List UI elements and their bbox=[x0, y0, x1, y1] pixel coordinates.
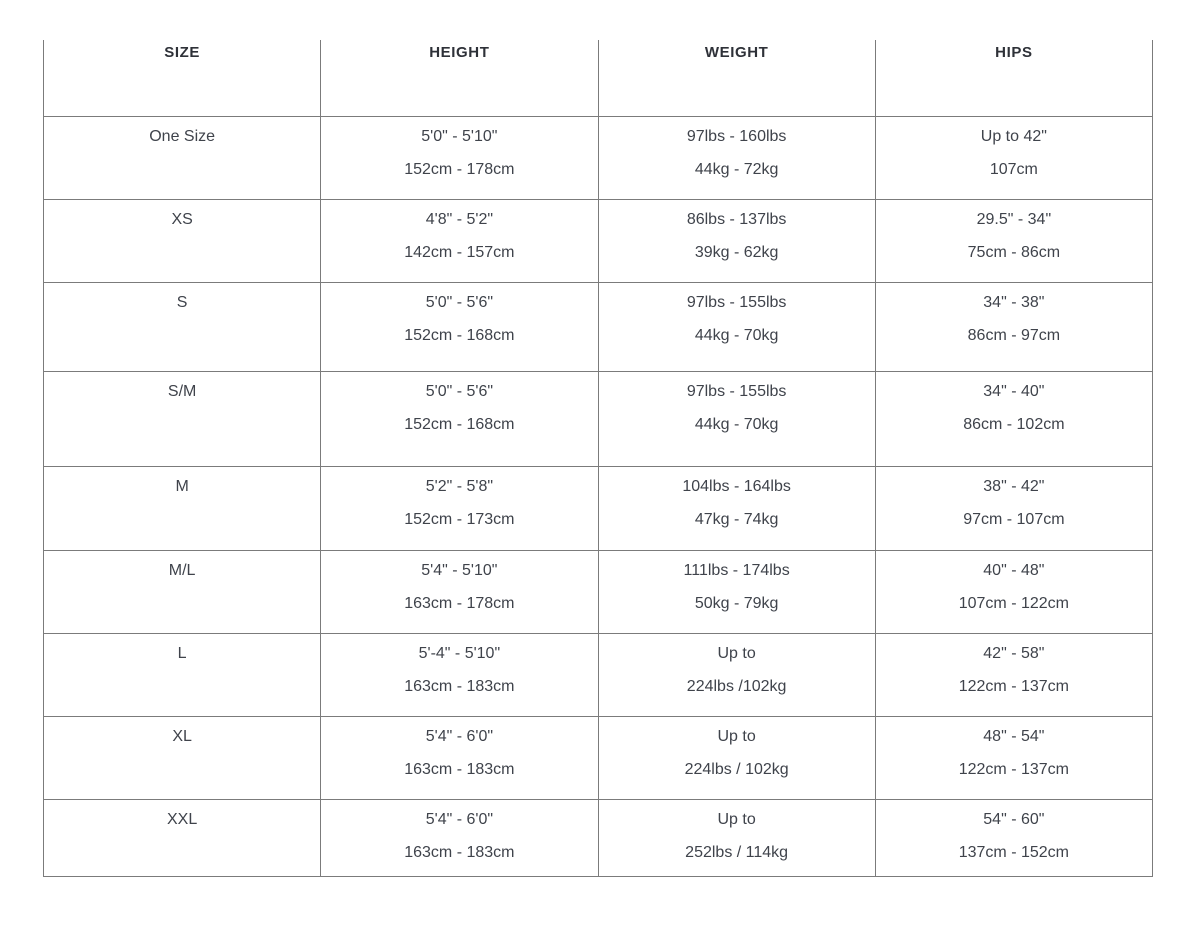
weight-imperial: Up to bbox=[717, 810, 756, 828]
hips-metric: 75cm - 86cm bbox=[967, 243, 1061, 261]
cell-hips bbox=[875, 116, 1152, 199]
size-label: M/L bbox=[168, 561, 196, 579]
height-imperial: 5'2" - 5'8" bbox=[425, 477, 494, 495]
weight-imperial: 86lbs - 137lbs bbox=[686, 210, 787, 228]
hips-metric: 86cm - 97cm bbox=[967, 326, 1061, 344]
cell-hips bbox=[875, 466, 1152, 550]
cell-weight bbox=[598, 371, 875, 466]
size-label: XL bbox=[172, 727, 192, 745]
column-header-weight: WEIGHT bbox=[598, 40, 875, 116]
height-metric: 152cm - 173cm bbox=[404, 510, 515, 528]
table-row-xs bbox=[44, 199, 1153, 282]
cell-hips bbox=[875, 282, 1152, 371]
hips-metric: 122cm - 137cm bbox=[958, 760, 1069, 778]
weight-metric: 50kg - 79kg bbox=[694, 594, 779, 612]
weight-metric: 47kg - 74kg bbox=[694, 510, 779, 528]
weight-imperial: 97lbs - 155lbs bbox=[686, 293, 787, 311]
weight-imperial: 104lbs - 164lbs bbox=[682, 477, 791, 495]
weight-metric: 252lbs / 114kg bbox=[685, 843, 789, 861]
hips-imperial: 42" - 58" bbox=[983, 644, 1045, 662]
cell-weight bbox=[598, 716, 875, 799]
height-metric: 142cm - 157cm bbox=[404, 243, 515, 261]
cell-weight bbox=[598, 199, 875, 282]
weight-metric: 44kg - 72kg bbox=[694, 160, 779, 178]
weight-metric: 224lbs / 102kg bbox=[684, 760, 789, 778]
height-imperial: 5'4" - 6'0" bbox=[425, 810, 494, 828]
cell-size bbox=[44, 371, 321, 466]
cell-hips bbox=[875, 633, 1152, 716]
cell-hips bbox=[875, 716, 1152, 799]
hips-imperial: Up to 42" bbox=[980, 127, 1047, 145]
column-header-height: HEIGHT bbox=[321, 40, 598, 116]
cell-size bbox=[44, 550, 321, 633]
height-imperial: 5'0" - 5'6" bbox=[425, 382, 494, 400]
height-imperial: 5'4" - 6'0" bbox=[425, 727, 494, 745]
height-metric: 152cm - 178cm bbox=[404, 160, 515, 178]
cell-size bbox=[44, 282, 321, 371]
cell-height bbox=[321, 716, 598, 799]
cell-height bbox=[321, 116, 598, 199]
table-row-l bbox=[44, 633, 1153, 716]
cell-height bbox=[321, 633, 598, 716]
weight-metric: 44kg - 70kg bbox=[694, 326, 779, 344]
size-label: XXL bbox=[167, 810, 198, 828]
hips-metric: 107cm bbox=[989, 160, 1038, 178]
cell-weight bbox=[598, 466, 875, 550]
size-label: S/M bbox=[167, 382, 197, 400]
table-row-one-size bbox=[44, 116, 1153, 199]
table-row-ml bbox=[44, 550, 1153, 633]
height-metric: 152cm - 168cm bbox=[404, 415, 515, 433]
hips-imperial: 40" - 48" bbox=[983, 561, 1045, 579]
size-label: XS bbox=[171, 210, 193, 228]
hips-imperial: 38" - 42" bbox=[983, 477, 1045, 495]
weight-imperial: 97lbs - 160lbs bbox=[686, 127, 787, 145]
height-imperial: 4'8" - 5'2" bbox=[425, 210, 494, 228]
hips-imperial: 48" - 54" bbox=[983, 727, 1045, 745]
cell-hips bbox=[875, 550, 1152, 633]
cell-height bbox=[321, 199, 598, 282]
column-header-hips: HIPS bbox=[875, 40, 1152, 116]
header-row bbox=[44, 40, 1153, 116]
cell-weight bbox=[598, 550, 875, 633]
hips-metric: 107cm - 122cm bbox=[958, 594, 1069, 612]
cell-weight bbox=[598, 799, 875, 876]
cell-size bbox=[44, 466, 321, 550]
table-row-xl bbox=[44, 716, 1153, 799]
height-imperial: 5'-4" - 5'10" bbox=[418, 644, 501, 662]
height-imperial: 5'0" - 5'6" bbox=[425, 293, 494, 311]
weight-imperial: 111lbs - 174lbs bbox=[683, 561, 790, 579]
size-chart-table bbox=[43, 40, 1153, 877]
height-metric: 152cm - 168cm bbox=[404, 326, 515, 344]
cell-weight bbox=[598, 282, 875, 371]
table-row-s bbox=[44, 282, 1153, 371]
hips-imperial: 54" - 60" bbox=[983, 810, 1045, 828]
cell-height bbox=[321, 282, 598, 371]
cell-size bbox=[44, 633, 321, 716]
weight-metric: 44kg - 70kg bbox=[694, 415, 779, 433]
cell-height bbox=[321, 799, 598, 876]
cell-height bbox=[321, 371, 598, 466]
cell-height bbox=[321, 550, 598, 633]
cell-hips bbox=[875, 371, 1152, 466]
height-metric: 163cm - 183cm bbox=[404, 843, 515, 861]
table-row-xxl bbox=[44, 799, 1153, 876]
hips-metric: 137cm - 152cm bbox=[958, 843, 1069, 861]
hips-imperial: 34" - 38" bbox=[983, 293, 1045, 311]
cell-weight bbox=[598, 633, 875, 716]
size-label: One Size bbox=[149, 127, 216, 145]
cell-size bbox=[44, 716, 321, 799]
height-imperial: 5'0" - 5'10" bbox=[421, 127, 498, 145]
cell-size bbox=[44, 799, 321, 876]
weight-metric: 39kg - 62kg bbox=[694, 243, 779, 261]
cell-size bbox=[44, 199, 321, 282]
hips-metric: 122cm - 137cm bbox=[958, 677, 1069, 695]
column-header-size: SIZE bbox=[44, 40, 321, 116]
weight-imperial: Up to bbox=[717, 644, 756, 662]
cell-size bbox=[44, 116, 321, 199]
height-metric: 163cm - 183cm bbox=[404, 677, 515, 695]
height-imperial: 5'4" - 5'10" bbox=[421, 561, 498, 579]
hips-metric: 97cm - 107cm bbox=[963, 510, 1065, 528]
weight-imperial: Up to bbox=[717, 727, 756, 745]
cell-weight bbox=[598, 116, 875, 199]
cell-hips bbox=[875, 199, 1152, 282]
hips-imperial: 34" - 40" bbox=[983, 382, 1045, 400]
hips-imperial: 29.5" - 34" bbox=[976, 210, 1052, 228]
cell-hips bbox=[875, 799, 1152, 876]
hips-metric: 86cm - 102cm bbox=[963, 415, 1065, 433]
weight-imperial: 97lbs - 155lbs bbox=[686, 382, 787, 400]
size-label: L bbox=[177, 644, 187, 662]
table-row-sm bbox=[44, 371, 1153, 466]
height-metric: 163cm - 183cm bbox=[404, 760, 515, 778]
size-label: M bbox=[175, 477, 189, 495]
height-metric: 163cm - 178cm bbox=[404, 594, 515, 612]
table-row-m bbox=[44, 466, 1153, 550]
weight-metric: 224lbs /102kg bbox=[686, 677, 787, 695]
size-label: S bbox=[176, 293, 188, 311]
cell-height bbox=[321, 466, 598, 550]
